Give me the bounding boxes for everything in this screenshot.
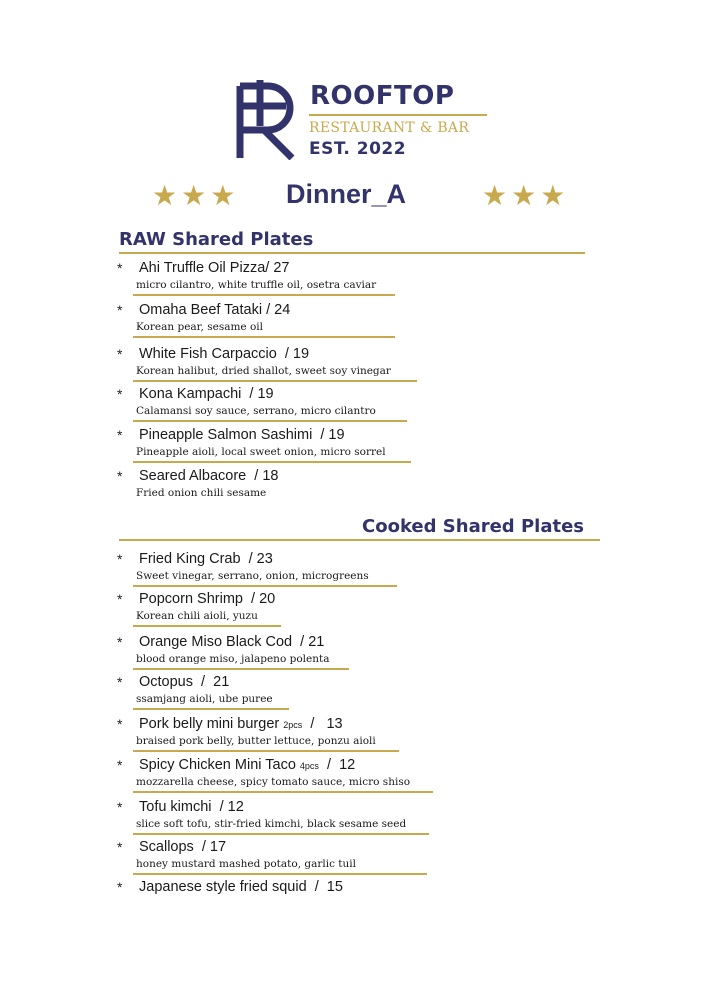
bullet-marker: * (117, 386, 123, 402)
bullet-marker: * (117, 591, 123, 607)
section-divider (119, 539, 600, 541)
bullet-marker: * (117, 716, 123, 732)
menu-title: Dinner_A (286, 179, 407, 209)
menu-item (0, 259, 707, 299)
menu-item-title (139, 385, 274, 403)
section-heading-cooked: Cooked Shared Plates (362, 516, 584, 537)
menu-item-title (139, 878, 343, 896)
menu-item-title (139, 715, 343, 734)
menu-item-description: Calamansi soy sauce, serrano, micro cilantro (136, 405, 376, 417)
bullet-marker: * (117, 346, 123, 362)
menu-item-divider (133, 336, 395, 338)
bullet-marker: * (117, 551, 123, 567)
bullet-marker: * (117, 839, 123, 855)
menu-item-description: Korean pear, sesame oil (136, 321, 264, 333)
menu-item-description: Korean chili aioli, yuzu (136, 610, 258, 622)
brand-subtitle: RESTAURANT & BAR (309, 120, 470, 136)
menu-item-price: / 27 (265, 260, 290, 276)
bullet-marker: * (117, 879, 123, 895)
menu-item-title (139, 798, 244, 816)
menu-item (0, 715, 707, 755)
menu-item-name: Tofu kimchi (139, 799, 212, 815)
menu-item-title (139, 633, 324, 651)
restaurant-logo-icon (234, 78, 298, 160)
menu-item-price: / 15 (306, 879, 343, 895)
menu-item (0, 633, 707, 673)
menu-item-divider (133, 461, 411, 463)
menu-item (0, 550, 707, 590)
menu-item-description: Sweet vinegar, serrano, onion, microgreens (136, 570, 369, 582)
menu-item-price: / 21 (193, 674, 230, 690)
menu-item-title (139, 590, 275, 608)
brand-name: ROOFTOP (310, 81, 455, 111)
menu-item-title (139, 673, 229, 691)
menu-item (0, 301, 707, 341)
menu-item-name: Fried King Crab (139, 551, 241, 567)
bullet-marker: * (117, 260, 123, 276)
menu-item-name: Pork belly mini burger (139, 716, 280, 732)
menu-item (0, 426, 707, 466)
menu-item-name: Omaha Beef Tataki (139, 302, 263, 318)
menu-item-name: Octopus (139, 674, 193, 690)
menu-item-description: honey mustard mashed potato, garlic tuil (136, 858, 357, 870)
menu-item-quantity: 2pcs (283, 720, 303, 730)
menu-item (0, 673, 707, 713)
menu-item-description: micro cilantro, white truffle oil, osetra caviar (136, 279, 377, 291)
menu-item (0, 590, 707, 630)
menu-item-name: Pineapple Salmon Sashimi (139, 427, 313, 443)
menu-item-divider (133, 668, 349, 670)
menu-item-price: / 19 (241, 386, 274, 402)
menu-item (0, 798, 707, 838)
menu-item-price: / 12 (318, 757, 356, 773)
menu-item-description: blood orange miso, jalapeno polenta (136, 653, 330, 665)
menu-item-divider (133, 791, 433, 793)
menu-item-name: Japanese style fried squid (139, 879, 307, 895)
menu-item-divider (133, 873, 427, 875)
menu-item-name: White Fish Carpaccio (139, 346, 277, 362)
menu-item-description: Fried onion chili sesame (136, 487, 267, 499)
menu-item-description: Korean halibut, dried shallot, sweet soy vinegar (136, 365, 391, 377)
menu-item-price: / 21 (292, 634, 325, 650)
bullet-marker: * (117, 468, 123, 484)
stars-left-icon: ★★★ (152, 180, 240, 211)
bullet-marker: * (117, 674, 123, 690)
menu-item-name: Scallops (139, 839, 194, 855)
menu-item (0, 467, 707, 507)
brand-divider (309, 114, 487, 116)
menu-item-description: braised pork belly, butter lettuce, ponzu aioli (136, 735, 376, 747)
menu-item-divider (133, 750, 399, 752)
bullet-marker: * (117, 799, 123, 815)
menu-item-price: / 19 (312, 427, 345, 443)
menu-item-name: Popcorn Shrimp (139, 591, 243, 607)
section-heading-raw: RAW Shared Plates (119, 229, 314, 250)
menu-item (0, 756, 707, 796)
menu-item-title (139, 467, 278, 485)
menu-item-name: Kona Kampachi (139, 386, 242, 402)
menu-item-name: Spicy Chicken Mini Taco (139, 757, 296, 773)
menu-item-divider (133, 380, 417, 382)
menu-item-divider (133, 833, 429, 835)
menu-item-quantity: 4pcs (299, 761, 319, 771)
menu-item-title (139, 301, 290, 319)
bullet-marker: * (117, 757, 123, 773)
menu-item-price: / 19 (276, 346, 310, 362)
menu-item-price: / 23 (240, 551, 273, 567)
menu-item (0, 385, 707, 425)
menu-item-title (139, 426, 345, 444)
menu-item-name: Ahi Truffle Oil Pizza (139, 260, 266, 276)
menu-item-price: / 12 (211, 799, 244, 815)
menu-item-title (139, 550, 273, 568)
section-divider (119, 252, 585, 254)
bullet-marker: * (117, 302, 123, 318)
bullet-marker: * (117, 427, 123, 443)
menu-item-divider (133, 294, 395, 296)
menu-item-description: slice soft tofu, stir-fried kimchi, black sesame seed (136, 818, 407, 830)
menu-item-price: / 17 (193, 839, 227, 855)
menu-item (0, 345, 707, 385)
menu-item-description: ssamjang aioli, ube puree (136, 693, 273, 705)
menu-item-price: / 24 (262, 302, 291, 318)
menu-item-title (139, 756, 355, 775)
menu-item-price: / 20 (242, 591, 276, 607)
menu-item-title (139, 345, 309, 363)
menu-item-price: / 18 (246, 468, 279, 484)
bullet-marker: * (117, 634, 123, 650)
menu-item-description: Pineapple aioli, local sweet onion, micro sorrel (136, 446, 386, 458)
menu-item-name: Orange Miso Black Cod (139, 634, 293, 650)
brand-established: EST. 2022 (309, 139, 407, 159)
menu-item-name: Seared Albacore (139, 468, 247, 484)
menu-item (0, 838, 707, 878)
stars-right-icon: ★★★ (482, 180, 570, 211)
menu-item-divider (133, 708, 289, 710)
menu-item-divider (133, 420, 407, 422)
menu-item-title (139, 838, 226, 856)
menu-item-title (139, 259, 289, 277)
menu-item (0, 878, 707, 918)
menu-item-divider (133, 585, 397, 587)
menu-item-divider (133, 625, 281, 627)
menu-item-description: mozzarella cheese, spicy tomato sauce, micro shiso (136, 776, 411, 788)
menu-item-price: / 13 (302, 716, 343, 732)
